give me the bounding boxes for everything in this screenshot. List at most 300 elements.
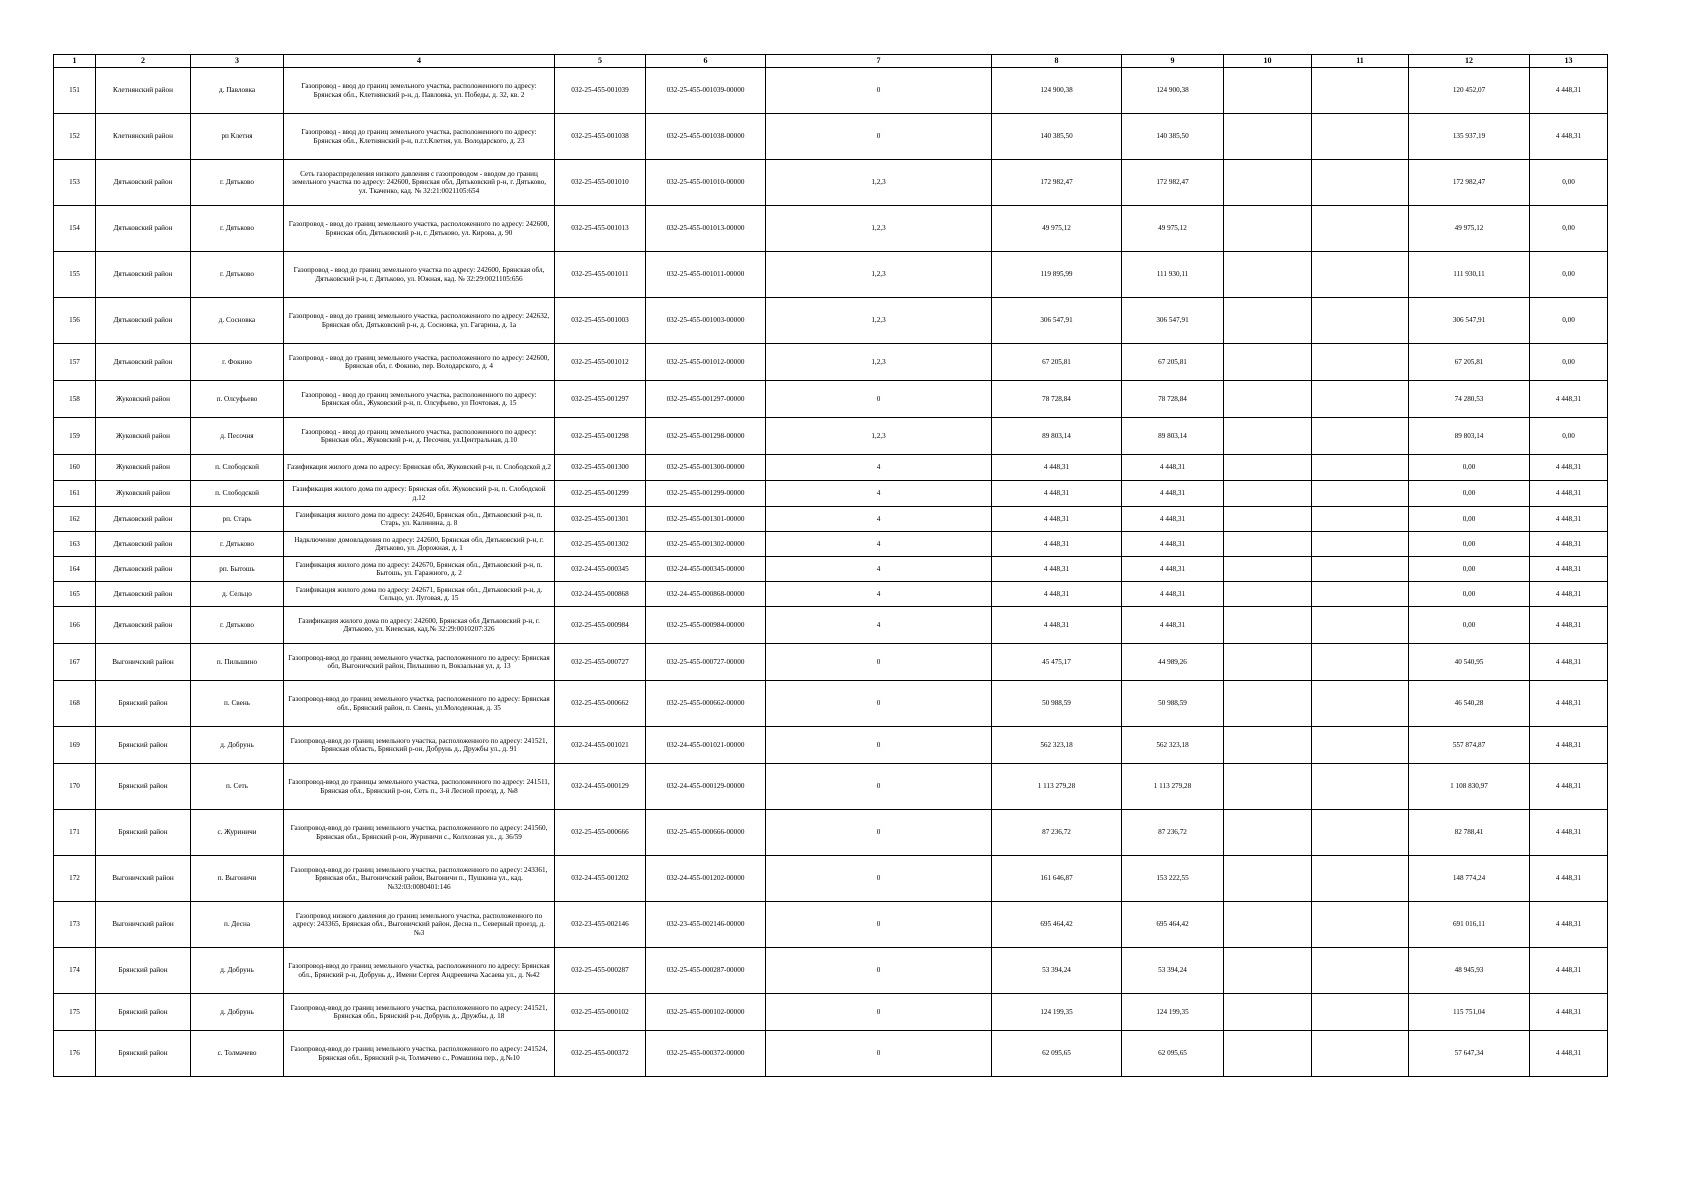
empty-cell [1224, 557, 1312, 582]
table-row [54, 418, 1608, 455]
amount-cell: 89 803,14 [1122, 418, 1224, 455]
note-code-cell: 1,2,3 [766, 344, 992, 381]
district-cell: Дятьковский район [96, 532, 191, 557]
table-row [54, 344, 1608, 381]
amount-cell: 4 448,31 [1530, 764, 1608, 810]
note-code-cell: 0 [766, 994, 992, 1031]
object-description-cell: Газопровод - ввод до границ земельного участка, расположенного по адресу: 242600, Брянская обл, Дятьковский р-н, г. Дятьково, ул. Кирова, д. 90 [284, 206, 555, 252]
table-row [54, 481, 1608, 507]
district-cell: Дятьковский район [96, 206, 191, 252]
object-code-cell: 032-25-455-001013-00000 [646, 206, 766, 252]
amount-cell: 50 988,59 [1122, 681, 1224, 727]
district-cell: Дятьковский район [96, 298, 191, 344]
note-code-cell: 1,2,3 [766, 206, 992, 252]
object-description-cell: Газопровод-ввод до границ земельного участка, расположенного по адресу: 241521, Брянская обл., Брянский р-н, Добрунь д., Дружбы, д. 18 [284, 994, 555, 1031]
table-row [54, 681, 1608, 727]
amount-cell: 40 540,95 [1409, 644, 1530, 681]
row-number-cell: 162 [54, 507, 96, 532]
district-cell: Дятьковский район [96, 344, 191, 381]
note-code-cell: 0 [766, 948, 992, 994]
row-number-cell: 175 [54, 994, 96, 1031]
district-cell: Дятьковский район [96, 160, 191, 206]
amount-cell: 45 475,17 [992, 644, 1122, 681]
note-code-cell: 0 [766, 644, 992, 681]
object-description-cell: Газопровод-ввод до границ земельного участка, расположенного по адресу: 241521, Брянская область, Брянский р-он, Добрунь д., Дружбы ул., д. 91 [284, 727, 555, 764]
empty-cell [1312, 644, 1409, 681]
amount-cell: 4 448,31 [1530, 810, 1608, 856]
inventory-number-cell: 032-25-455-001298 [555, 418, 646, 455]
settlement-cell: г. Дятьково [191, 252, 284, 298]
object-description-cell: Газопровод-ввод до границ земельного участка, расположенного по адресу: 241524, Брянская обл., Брянский р-н, Толмачево с., Ромашина пер., д.№10 [284, 1031, 555, 1077]
note-code-cell: 0 [766, 727, 992, 764]
amount-cell: 0,00 [1530, 160, 1608, 206]
empty-cell [1312, 948, 1409, 994]
amount-cell: 4 448,31 [1530, 582, 1608, 607]
district-cell: Жуковский район [96, 455, 191, 481]
amount-cell: 0,00 [1409, 532, 1530, 557]
object-description-cell: Газопровод-ввод до границ земельного участка, расположенного по адресу: 241560, Брянская обл., Брянский р-он, Журиничи с., Колхозная ул., д. 36/59 [284, 810, 555, 856]
row-number-cell: 158 [54, 381, 96, 418]
amount-cell: 0,00 [1530, 206, 1608, 252]
object-code-cell: 032-25-455-000727-00000 [646, 644, 766, 681]
inventory-number-cell: 032-25-455-001013 [555, 206, 646, 252]
object-code-cell: 032-25-455-000984-00000 [646, 607, 766, 644]
empty-cell [1312, 557, 1409, 582]
empty-cell [1312, 681, 1409, 727]
district-cell: Жуковский район [96, 381, 191, 418]
amount-cell: 46 540,28 [1409, 681, 1530, 727]
empty-cell [1224, 582, 1312, 607]
amount-cell: 120 452,07 [1409, 68, 1530, 114]
note-code-cell: 4 [766, 607, 992, 644]
table-row [54, 114, 1608, 160]
empty-cell [1312, 381, 1409, 418]
district-cell: Дятьковский район [96, 582, 191, 607]
amount-cell: 67 205,81 [1409, 344, 1530, 381]
settlement-cell: п. Олсуфьево [191, 381, 284, 418]
column-number-header: 12 [1409, 55, 1530, 68]
amount-cell: 89 803,14 [1409, 418, 1530, 455]
amount-cell: 0,00 [1409, 607, 1530, 644]
note-code-cell: 4 [766, 507, 992, 532]
amount-cell: 306 547,91 [1122, 298, 1224, 344]
settlement-cell: д. Песочня [191, 418, 284, 455]
amount-cell: 4 448,31 [992, 455, 1122, 481]
amount-cell: 4 448,31 [1530, 532, 1608, 557]
amount-cell: 4 448,31 [1122, 455, 1224, 481]
settlement-cell: с. Журиничи [191, 810, 284, 856]
table-row [54, 206, 1608, 252]
settlement-cell: п. Выгоничи [191, 856, 284, 902]
row-number-cell: 165 [54, 582, 96, 607]
object-description-cell: Газификация жилого дома по адресу: Брянская обл. Жуковский р-н, п. Слободской д.12 [284, 481, 555, 507]
registry-table [53, 54, 1608, 1077]
note-code-cell: 4 [766, 481, 992, 507]
note-code-cell: 1,2,3 [766, 160, 992, 206]
district-cell: Брянский район [96, 810, 191, 856]
note-code-cell: 4 [766, 455, 992, 481]
district-cell: Брянский район [96, 1031, 191, 1077]
object-description-cell: Газопровод - ввод до границ земельного участка, расположенного по адресу: 242632, Брянская обл, Дятьковский р-н, д. Сосновка, ул. Гагарина, д. 1а [284, 298, 555, 344]
settlement-cell: г. Дятьково [191, 160, 284, 206]
object-code-cell: 032-25-455-000102-00000 [646, 994, 766, 1031]
object-code-cell: 032-25-455-001010-00000 [646, 160, 766, 206]
object-description-cell: Газопровод - ввод до границ земельного участка, расположенного по адресу: Брянская обл., Клетнянский р-н, д. Павловка, ул. Победы, д. 32, кв. 2 [284, 68, 555, 114]
table-row [54, 727, 1608, 764]
inventory-number-cell: 032-25-455-001302 [555, 532, 646, 557]
amount-cell: 1 113 279,28 [992, 764, 1122, 810]
empty-cell [1224, 764, 1312, 810]
object-description-cell: Газопровод - ввод до границ земельного участка, расположенного по адресу: 242600, Брянская обл, г. Фокино, пер. Володарского, д. 4 [284, 344, 555, 381]
row-number-cell: 163 [54, 532, 96, 557]
settlement-cell: рп. Старь [191, 507, 284, 532]
empty-cell [1224, 418, 1312, 455]
row-number-cell: 176 [54, 1031, 96, 1077]
inventory-number-cell: 032-25-455-001003 [555, 298, 646, 344]
inventory-number-cell: 032-25-455-001010 [555, 160, 646, 206]
empty-cell [1312, 206, 1409, 252]
settlement-cell: г. Дятьково [191, 206, 284, 252]
amount-cell: 4 448,31 [1122, 481, 1224, 507]
empty-cell [1312, 1031, 1409, 1077]
note-code-cell: 0 [766, 902, 992, 948]
table-row [54, 532, 1608, 557]
settlement-cell: п. Пильшино [191, 644, 284, 681]
note-code-cell: 0 [766, 1031, 992, 1077]
amount-cell: 140 385,50 [992, 114, 1122, 160]
row-number-cell: 151 [54, 68, 96, 114]
object-description-cell: Газификация жилого дома по адресу: 242670, Брянская обл., Дятьковский р-н, п. Бытошь, ул. Гаражного, д. 2 [284, 557, 555, 582]
district-cell: Выгоничский район [96, 902, 191, 948]
amount-cell: 4 448,31 [1530, 507, 1608, 532]
object-description-cell: Газификация жилого дома по адресу: Брянская обл, Жуковский р-н, п. Слободской д.2 [284, 455, 555, 481]
inventory-number-cell: 032-24-455-000868 [555, 582, 646, 607]
amount-cell: 4 448,31 [1122, 557, 1224, 582]
settlement-cell: д. Добрунь [191, 727, 284, 764]
amount-cell: 1 108 830,97 [1409, 764, 1530, 810]
inventory-number-cell: 032-25-455-000666 [555, 810, 646, 856]
object-code-cell: 032-25-455-001299-00000 [646, 481, 766, 507]
object-code-cell: 032-24-455-000129-00000 [646, 764, 766, 810]
amount-cell: 111 930,11 [1122, 252, 1224, 298]
settlement-cell: рп. Бытошь [191, 557, 284, 582]
amount-cell: 87 236,72 [1122, 810, 1224, 856]
district-cell: Дятьковский район [96, 507, 191, 532]
empty-cell [1312, 68, 1409, 114]
settlement-cell: п. Десна [191, 902, 284, 948]
note-code-cell: 0 [766, 810, 992, 856]
empty-cell [1312, 994, 1409, 1031]
inventory-number-cell: 032-25-455-000102 [555, 994, 646, 1031]
inventory-number-cell: 032-25-455-001012 [555, 344, 646, 381]
inventory-number-cell: 032-25-455-001011 [555, 252, 646, 298]
empty-cell [1312, 418, 1409, 455]
amount-cell: 172 982,47 [992, 160, 1122, 206]
amount-cell: 1 113 279,28 [1122, 764, 1224, 810]
empty-cell [1312, 727, 1409, 764]
object-code-cell: 032-24-455-001202-00000 [646, 856, 766, 902]
note-code-cell: 0 [766, 681, 992, 727]
table-row [54, 948, 1608, 994]
column-number-header: 1 [54, 55, 96, 68]
empty-cell [1312, 455, 1409, 481]
amount-cell: 695 464,42 [992, 902, 1122, 948]
amount-cell: 4 448,31 [1530, 948, 1608, 994]
empty-cell [1224, 607, 1312, 644]
note-code-cell: 0 [766, 114, 992, 160]
amount-cell: 124 199,35 [1122, 994, 1224, 1031]
district-cell: Жуковский район [96, 418, 191, 455]
amount-cell: 306 547,91 [992, 298, 1122, 344]
object-description-cell: Газопровод - ввод до границ земельного участка по адресу: 242600, Брянская обл, Дятьковский р-н, г. Дятьково, ул. Южная, кад. № 32:29:0021105:656 [284, 252, 555, 298]
empty-cell [1224, 681, 1312, 727]
note-code-cell: 1,2,3 [766, 418, 992, 455]
column-number-header-row [54, 55, 1608, 68]
settlement-cell: д. Павловка [191, 68, 284, 114]
district-cell: Выгоничский район [96, 856, 191, 902]
table-row [54, 994, 1608, 1031]
column-number-header: 8 [992, 55, 1122, 68]
amount-cell: 4 448,31 [1530, 68, 1608, 114]
amount-cell: 0,00 [1530, 344, 1608, 381]
district-cell: Клетнянский район [96, 114, 191, 160]
empty-cell [1224, 344, 1312, 381]
row-number-cell: 159 [54, 418, 96, 455]
amount-cell: 0,00 [1530, 298, 1608, 344]
inventory-number-cell: 032-25-455-000727 [555, 644, 646, 681]
amount-cell: 53 394,24 [1122, 948, 1224, 994]
row-number-cell: 157 [54, 344, 96, 381]
amount-cell: 140 385,50 [1122, 114, 1224, 160]
table-row [54, 764, 1608, 810]
amount-cell: 172 982,47 [1409, 160, 1530, 206]
table-row [54, 381, 1608, 418]
amount-cell: 4 448,31 [1530, 681, 1608, 727]
table-row [54, 455, 1608, 481]
object-description-cell: Газопровод-ввод до границ земельного участка, расположенного по адресу: Брянская обл., Брянский район, п. Свень, ул.Молодежная, д. 35 [284, 681, 555, 727]
empty-cell [1224, 298, 1312, 344]
note-code-cell: 4 [766, 557, 992, 582]
column-number-header: 10 [1224, 55, 1312, 68]
inventory-number-cell: 032-24-455-000129 [555, 764, 646, 810]
table-row [54, 607, 1608, 644]
note-code-cell: 0 [766, 856, 992, 902]
amount-cell: 4 448,31 [1530, 481, 1608, 507]
amount-cell: 67 205,81 [992, 344, 1122, 381]
row-number-cell: 155 [54, 252, 96, 298]
object-code-cell: 032-25-455-001012-00000 [646, 344, 766, 381]
inventory-number-cell: 032-25-455-001297 [555, 381, 646, 418]
amount-cell: 4 448,31 [1530, 557, 1608, 582]
empty-cell [1224, 252, 1312, 298]
amount-cell: 0,00 [1409, 481, 1530, 507]
empty-cell [1224, 455, 1312, 481]
amount-cell: 172 982,47 [1122, 160, 1224, 206]
object-description-cell: Газификация жилого дома по адресу: 242600, Брянская обл Дятьковский р-н, г. Дятьково, ул. Киевская, кад.№ 32:29:0010207:326 [284, 607, 555, 644]
inventory-number-cell: 032-25-455-001038 [555, 114, 646, 160]
amount-cell: 53 394,24 [992, 948, 1122, 994]
object-code-cell: 032-25-455-001039-00000 [646, 68, 766, 114]
object-code-cell: 032-25-455-000287-00000 [646, 948, 766, 994]
amount-cell: 78 728,84 [992, 381, 1122, 418]
amount-cell: 0,00 [1409, 507, 1530, 532]
empty-cell [1312, 507, 1409, 532]
column-number-header: 13 [1530, 55, 1608, 68]
district-cell: Брянский район [96, 681, 191, 727]
row-number-cell: 167 [54, 644, 96, 681]
inventory-number-cell: 032-24-455-001202 [555, 856, 646, 902]
column-number-header: 9 [1122, 55, 1224, 68]
column-number-header: 6 [646, 55, 766, 68]
empty-cell [1312, 764, 1409, 810]
amount-cell: 124 900,38 [992, 68, 1122, 114]
table-row [54, 856, 1608, 902]
table-row [54, 810, 1608, 856]
object-description-cell: Газопровод-ввод до границ земельного участка, расположенного по адресу: Брянская обл, Выгоничский район, Пильшино п, Вокзальная ул, д. 13 [284, 644, 555, 681]
table-row [54, 298, 1608, 344]
inventory-number-cell: 032-24-455-000345 [555, 557, 646, 582]
empty-cell [1312, 252, 1409, 298]
object-code-cell: 032-25-455-001003-00000 [646, 298, 766, 344]
amount-cell: 0,00 [1530, 418, 1608, 455]
empty-cell [1312, 298, 1409, 344]
row-number-cell: 174 [54, 948, 96, 994]
amount-cell: 691 016,11 [1409, 902, 1530, 948]
settlement-cell: г. Дятьково [191, 532, 284, 557]
amount-cell: 0,00 [1409, 557, 1530, 582]
empty-cell [1312, 902, 1409, 948]
object-description-cell: Газификация жилого дома по адресу: 242640, Брянская обл., Дятьковский р-н, п. Старь, ул. Калинина, д. 8 [284, 507, 555, 532]
amount-cell: 4 448,31 [1530, 644, 1608, 681]
amount-cell: 115 751,04 [1409, 994, 1530, 1031]
amount-cell: 148 774,24 [1409, 856, 1530, 902]
object-description-cell: Газопровод-ввод до границы земельного участка, расположенного по адресу: 241511, Брянская обл., Брянский р-он, Сеть п., 3-й Лесной проезд, д. №8 [284, 764, 555, 810]
empty-cell [1224, 532, 1312, 557]
empty-cell [1224, 206, 1312, 252]
note-code-cell: 0 [766, 381, 992, 418]
amount-cell: 78 728,84 [1122, 381, 1224, 418]
amount-cell: 62 095,65 [992, 1031, 1122, 1077]
table-row [54, 582, 1608, 607]
settlement-cell: с. Толмачево [191, 1031, 284, 1077]
object-code-cell: 032-25-455-000666-00000 [646, 810, 766, 856]
amount-cell: 50 988,59 [992, 681, 1122, 727]
empty-cell [1224, 1031, 1312, 1077]
table-row [54, 160, 1608, 206]
row-number-cell: 153 [54, 160, 96, 206]
district-cell: Брянский район [96, 764, 191, 810]
amount-cell: 4 448,31 [1530, 114, 1608, 160]
empty-cell [1312, 810, 1409, 856]
amount-cell: 4 448,31 [1530, 607, 1608, 644]
district-cell: Жуковский район [96, 481, 191, 507]
amount-cell: 4 448,31 [1122, 607, 1224, 644]
object-description-cell: Газопровод - ввод до границ земельного участка, расположенного по адресу: Брянская обл., Клетнянский р-н, п.г.т.Клетня, ул. Володарского, д. 23 [284, 114, 555, 160]
empty-cell [1312, 481, 1409, 507]
amount-cell: 44 989,26 [1122, 644, 1224, 681]
row-number-cell: 170 [54, 764, 96, 810]
table-row [54, 68, 1608, 114]
object-description-cell: Газификация жилого дома по адресу: 242671, Брянская обл., Дятьковский р-н, д. Сельцо, ул. Луговая, д. 15 [284, 582, 555, 607]
amount-cell: 82 788,41 [1409, 810, 1530, 856]
row-number-cell: 160 [54, 455, 96, 481]
table-row [54, 1031, 1608, 1077]
amount-cell: 4 448,31 [1122, 532, 1224, 557]
district-cell: Брянский район [96, 994, 191, 1031]
district-cell: Дятьковский район [96, 557, 191, 582]
empty-cell [1224, 114, 1312, 160]
amount-cell: 62 095,65 [1122, 1031, 1224, 1077]
row-number-cell: 154 [54, 206, 96, 252]
empty-cell [1224, 68, 1312, 114]
object-description-cell: Газопровод-ввод до границ земельного участка, расположенного по адресу: 243361, Брянская обл., Выгоничский район, Выгоничи п., Пушкина ул., кад. №32:03:0080401:146 [284, 856, 555, 902]
amount-cell: 4 448,31 [1530, 455, 1608, 481]
object-description-cell: Газопровод - ввод до границ земельного участка, расположенного по адресу: Брянская обл., Жуковский р-н, п. Олсуфьево, ул Почтовая, д. 15 [284, 381, 555, 418]
object-code-cell: 032-24-455-000345-00000 [646, 557, 766, 582]
object-code-cell: 032-25-455-001298-00000 [646, 418, 766, 455]
amount-cell: 49 975,12 [1409, 206, 1530, 252]
inventory-number-cell: 032-25-455-000662 [555, 681, 646, 727]
column-number-header: 5 [555, 55, 646, 68]
object-code-cell: 032-25-455-001297-00000 [646, 381, 766, 418]
amount-cell: 124 199,35 [992, 994, 1122, 1031]
amount-cell: 153 222,55 [1122, 856, 1224, 902]
empty-cell [1224, 994, 1312, 1031]
empty-cell [1312, 607, 1409, 644]
inventory-number-cell: 032-25-455-000287 [555, 948, 646, 994]
object-description-cell: Сеть газораспределения низкого давления с газопроводом - вводом до границ земельного участка по адресу: 242600, Брянская обл, Дятьковский р-н, г. Дятьково, ул. Ткаченко, кад. № 32:21:0021105:654 [284, 160, 555, 206]
object-code-cell: 032-25-455-001302-00000 [646, 532, 766, 557]
row-number-cell: 169 [54, 727, 96, 764]
settlement-cell: д. Сосновка [191, 298, 284, 344]
amount-cell: 48 945,93 [1409, 948, 1530, 994]
inventory-number-cell: 032-25-455-001301 [555, 507, 646, 532]
settlement-cell: п. Слободской [191, 455, 284, 481]
column-number-header: 7 [766, 55, 992, 68]
settlement-cell: д. Добрунь [191, 948, 284, 994]
amount-cell: 74 280,53 [1409, 381, 1530, 418]
object-description-cell: Газопровод - ввод до границ земельного участка, расположенного по адресу: Брянская обл., Жуковский р-н, д. Песочня, ул.Центральная, д.10 [284, 418, 555, 455]
amount-cell: 4 448,31 [1530, 994, 1608, 1031]
amount-cell: 161 646,87 [992, 856, 1122, 902]
amount-cell: 695 464,42 [1122, 902, 1224, 948]
object-code-cell: 032-24-455-001021-00000 [646, 727, 766, 764]
inventory-number-cell: 032-25-455-000984 [555, 607, 646, 644]
amount-cell: 4 448,31 [1122, 507, 1224, 532]
amount-cell: 562 323,18 [992, 727, 1122, 764]
amount-cell: 4 448,31 [992, 481, 1122, 507]
settlement-cell: п. Сеть [191, 764, 284, 810]
table-row [54, 557, 1608, 582]
object-code-cell: 032-23-455-002146-00000 [646, 902, 766, 948]
column-number-header: 4 [284, 55, 555, 68]
inventory-number-cell: 032-24-455-001021 [555, 727, 646, 764]
settlement-cell: п. Слободской [191, 481, 284, 507]
object-description-cell: Надключение домовладения по адресу: 242600, Брянская обл, Дятьковский р-н, г. Дятьково, ул. Дорожная, д. 1 [284, 532, 555, 557]
amount-cell: 67 205,81 [1122, 344, 1224, 381]
table-row [54, 507, 1608, 532]
table-body [54, 68, 1608, 1077]
note-code-cell: 1,2,3 [766, 252, 992, 298]
row-number-cell: 156 [54, 298, 96, 344]
object-code-cell: 032-25-455-001038-00000 [646, 114, 766, 160]
row-number-cell: 168 [54, 681, 96, 727]
row-number-cell: 161 [54, 481, 96, 507]
district-cell: Дятьковский район [96, 252, 191, 298]
amount-cell: 557 874,87 [1409, 727, 1530, 764]
amount-cell: 306 547,91 [1409, 298, 1530, 344]
empty-cell [1224, 856, 1312, 902]
